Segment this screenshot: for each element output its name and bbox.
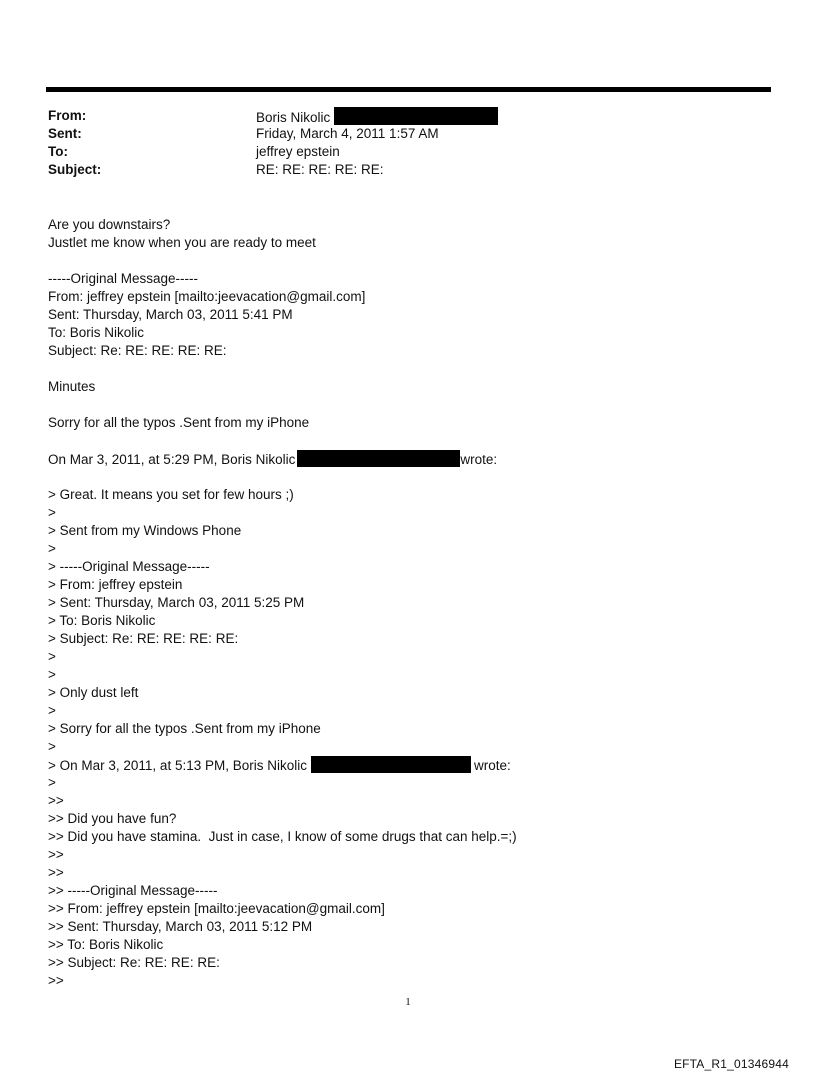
body-line: > Only dust left <box>48 685 139 700</box>
body-line <box>48 360 517 378</box>
body-line: > On Mar 3, 2011, at 5:13 PM, Boris Nikolic wrote: <box>48 758 511 773</box>
body-line: > <box>48 739 56 754</box>
body-line: >> <box>48 865 64 880</box>
body-line: > <box>48 541 56 556</box>
sent-label: Sent: <box>48 126 82 141</box>
body-line: >> From: jeffrey epstein [mailto:jeevacation@gmail.com] <box>48 901 385 916</box>
body-line: -----Original Message----- <box>48 271 199 286</box>
body-line: On Mar 3, 2011, at 5:29 PM, Boris Nikolic wrote: <box>48 452 498 467</box>
document-id: EFTA_R1_01346944 <box>673 1057 789 1071</box>
sent-value: Friday, March 4, 2011 1:57 AM <box>256 126 439 141</box>
body-line: > From: jeffrey epstein <box>48 577 183 592</box>
body-line: > Sent: Thursday, March 03, 2011 5:25 PM <box>48 595 305 610</box>
body-line: >> Did you have fun? <box>48 811 177 826</box>
subject-label: Subject: <box>48 162 102 177</box>
body-line <box>48 432 517 450</box>
body-line: > <box>48 703 56 718</box>
body-line: >> -----Original Message----- <box>48 883 218 898</box>
body-line: Sorry for all the typos .Sent from my iPhone <box>48 415 310 430</box>
body-line <box>48 252 517 270</box>
body-line: > Subject: Re: RE: RE: RE: RE: <box>48 631 239 646</box>
redacted-email <box>311 756 471 773</box>
body-line: > <box>48 667 56 682</box>
body-line: Sent: Thursday, March 03, 2011 5:41 PM <box>48 307 293 322</box>
body-line: >> <box>48 847 64 862</box>
from-label: From: <box>48 108 87 123</box>
body-line: >> Subject: Re: RE: RE: RE: <box>48 955 220 970</box>
body-line: From: jeffrey epstein [mailto:jeevacation@gmail.com] <box>48 289 366 304</box>
body-line: > <box>48 649 56 664</box>
body-line: > <box>48 775 56 790</box>
redacted-email <box>297 450 460 467</box>
body-line: > Sent from my Windows Phone <box>48 523 242 538</box>
body-line: >> To: Boris Nikolic <box>48 937 164 952</box>
body-line: > <box>48 505 56 520</box>
to-label: To: <box>48 144 68 159</box>
body-line: Subject: Re: RE: RE: RE: RE: <box>48 343 227 358</box>
to-value: jeffrey epstein <box>256 144 340 159</box>
redacted-email <box>334 107 498 125</box>
body-line: > -----Original Message----- <box>48 559 210 574</box>
body-line: > Sorry for all the typos .Sent from my iPhone <box>48 721 321 736</box>
body-line: Justlet me know when you are ready to meet <box>48 235 316 250</box>
email-body <box>48 216 517 990</box>
body-line: To: Boris Nikolic <box>48 325 145 340</box>
from-value: Boris Nikolic <box>256 107 498 127</box>
body-line <box>48 396 517 414</box>
body-line: >> Sent: Thursday, March 03, 2011 5:12 PM <box>48 919 313 934</box>
header-rule <box>46 87 771 92</box>
body-line <box>48 468 517 486</box>
page-number: 1 <box>405 996 411 1008</box>
body-line: >> Did you have stamina. Just in case, I know of some drugs that can help.=;) <box>48 829 517 844</box>
body-line: > To: Boris Nikolic <box>48 613 156 628</box>
body-line: Minutes <box>48 379 96 394</box>
subject-value: RE: RE: RE: RE: RE: <box>256 162 384 177</box>
body-line: >> <box>48 973 64 988</box>
body-line: >> <box>48 793 64 808</box>
body-line: > Great. It means you set for few hours ;) <box>48 487 294 502</box>
body-line: Are you downstairs? <box>48 217 171 232</box>
